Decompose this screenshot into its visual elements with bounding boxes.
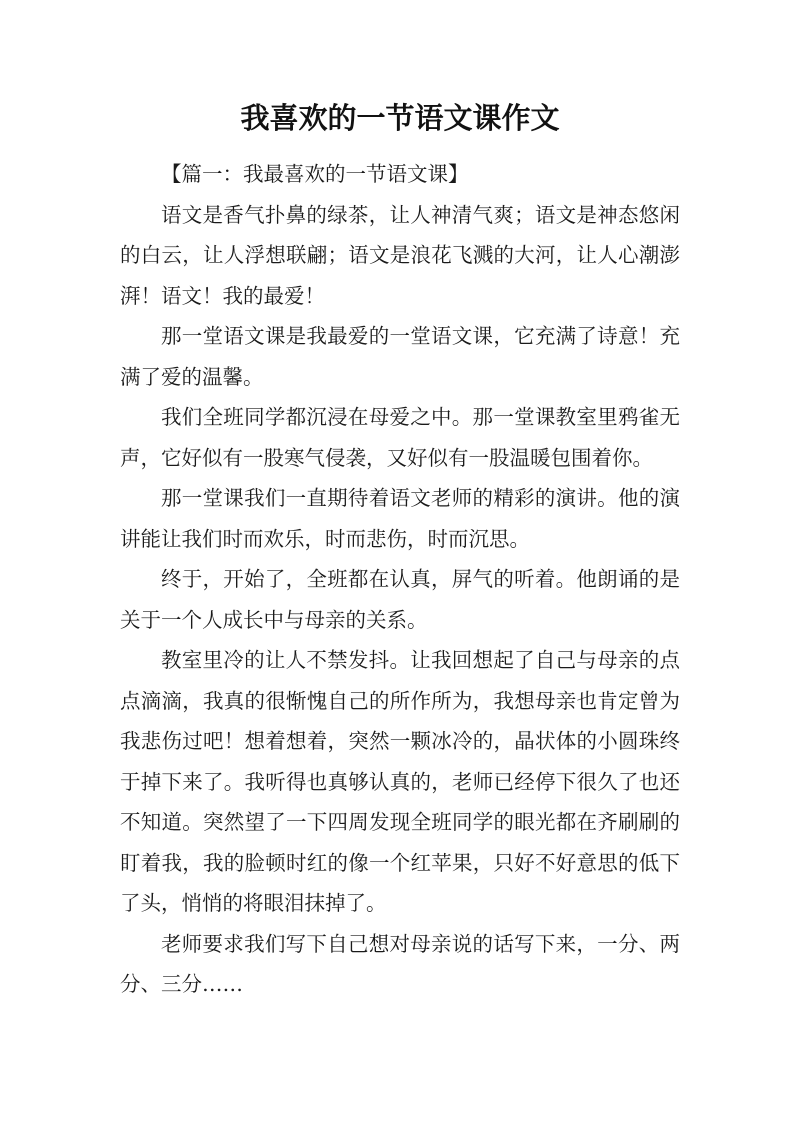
paragraph: 那一堂语文课是我最爱的一堂语文课，它充满了诗意！充满了爱的温馨。 (120, 324, 680, 389)
paragraph: 那一堂课我们一直期待着语文老师的精彩的演讲。他的演讲能让我们时而欢乐，时而悲伤，时而沉思。 (120, 486, 680, 551)
section-heading: 【篇一：我最喜欢的一节语文课】 (161, 162, 469, 186)
paragraph: 教室里冷的让人不禁发抖。让我回想起了自己与母亲的点点滴滴，我真的很惭愧自己的所作所为，我想母亲也肯定曾为我悲伤过吧！想着想着，突然一颗冰冷的，晶状体的小圆珠终于掉下来了。我听得也真够认真的，老师已经停下很久了也还不知道。突然望了一下四周发现全班同学的眼光都在齐刷刷的盯着我，我的脸顿时红的像一个红苹果，只好不好意思的低下了头，悄悄的将眼泪抹掉了。 (120, 648, 680, 915)
document-title: 我喜欢的一节语文课作文 (240, 101, 560, 135)
paragraph: 语文是香气扑鼻的绿茶，让人神清气爽；语文是神态悠闲的白云，让人浮想联翩；语文是浪花飞溅的大河，让人心潮澎湃！语文！我的最爱！ (120, 202, 680, 308)
document-body (120, 154, 680, 1005)
paragraph: 老师要求我们写下自己想对母亲说的话写下来，一分、两分、三分…… (120, 931, 680, 996)
paragraph: 我们全班同学都沉浸在母爱之中。那一堂课教室里鸦雀无声，它好似有一股寒气侵袭，又好似有一股温暖包围着你。 (120, 405, 680, 470)
paragraph: 终于，开始了，全班都在认真，屏气的听着。他朗诵的是关于一个人成长中与母亲的关系。 (120, 567, 680, 632)
